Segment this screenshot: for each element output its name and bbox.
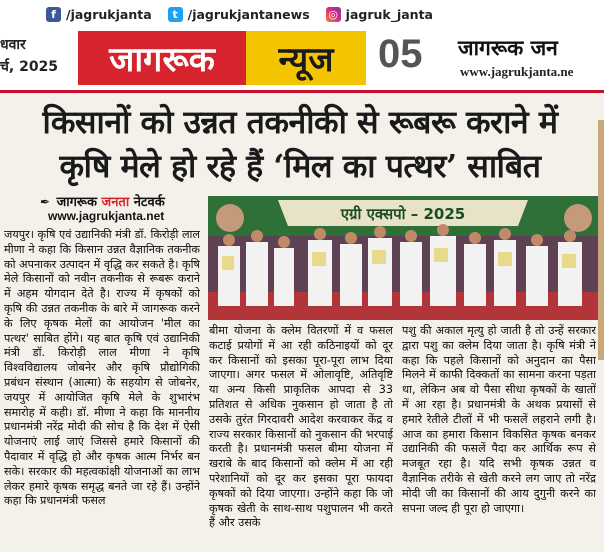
article-column-3: पशु की अकाल मृत्यु हो जाती है तो उन्हें सरकार द्वारा पशु का क्लेम दिया जाता है। कृषि मंत्री ने कहा कि पहले किसानों को अनुदान का पैसा मिलने में काफी दिक्कतों का सामना करना पड़ता था, लेकिन अब वो पैसा सीधा कृषकों के खातों में आ रहा है। प्रधानमंत्री के अथक प्रयासों से हमारे रेतीले टीलों में भी फसलें लहराने लगी है। आज का हमारा किसान विकसित कृषक बनकर उद्यानिकी की फसलें पैदा कर आर्थिक रूप से मजबूत रहा है। यदि सभी कृषक उन्नत व वैज्ञानिक तरीके से खेती करने लग जाए तो नरेंद्र मोदी जी का किसानों की आय दुगुनी करने का सपना जल्द ही पूरा हो जाएगा। xyxy=(402,324,596,515)
masthead-url[interactable]: www.jagrukjanta.ne xyxy=(460,64,574,79)
masthead-title: जागरूक जन xyxy=(458,36,558,60)
issue-date-text: र्च, 2025 xyxy=(0,59,59,75)
pen-icon: ✒ xyxy=(40,195,51,209)
adjacent-page-edge xyxy=(598,120,604,360)
instagram-handle[interactable] xyxy=(326,7,433,22)
twitter-handle-text: /jagrukjantanews xyxy=(187,6,310,22)
logo-jagruk: जागरूक xyxy=(78,31,246,85)
byline-highlight: जनता xyxy=(101,195,130,210)
page-number: 05 xyxy=(378,32,423,76)
headline-line-2: कृषि मेले हो रहे हैं ‘मिल का पत्थर’ साबित xyxy=(59,147,541,185)
headline-line-1: किसानों को उन्नत तकनीकी से रूबरू कराने में xyxy=(42,103,558,141)
instagram-icon: ◎ xyxy=(326,7,341,22)
issue-date xyxy=(0,34,76,78)
event-banner-text: एग्री एक्सपो – 2025 xyxy=(340,205,466,223)
article-column-1: जयपुर। कृषि एवं उद्यानिकी मंत्री डॉ. किरोड़ी लाल मीणा ने कहा कि किसान उन्नत वैज्ञानिक तकनीक को अपनाकर उत्पादन में वृद्धि कर सकते है। कृषि मेले किसानों को नवीन तकनीक से रूबरू कराने में अहम योगदान देते है। राज्य में कृषकों को कृषि की उन्नत तकनीक के बारे में जागरूक करने के लिए कृषक मेलों का आयोजन 'मील का पत्थर' साबित होंगे। यह बात कृषि एवं उद्यानिकी मंत्री डॉ. किरोड़ी लाल मीणा ने कृषि विश्वविद्यालय जोबनेर और कृषि प्रौद्योगिकी प्रबंधन संस्थान (आत्मा) के सहयोग से जोबनेर, जयपुर में आयोजित कृषि मेले के शुभारंभ समारोह में कही। डॉ. मीणा ने कहा कि माननीय प्रधानमंत्री नरेंद्र मोदी की सोच है कि देश में ऐसी योजनाएं लाई जाएं जिससे हमारे किसानों की पैदावार में वृद्धि हो और कृषक आत्म निर्भर बन सके। सरकार की महत्वकांक्षी योजनाओं का लाभ लेकर हमारे कृषक समृद्ध बनते जा रहे हैं। उन्होंने कहा कि प्रधानमंत्री फसल xyxy=(4,228,200,508)
byline-suffix: नेटवर्क xyxy=(133,195,165,210)
byline-prefix: जागरूक xyxy=(56,195,98,210)
event-photo xyxy=(208,196,598,320)
issue-day: धवार xyxy=(0,37,26,53)
social-bar xyxy=(0,0,604,29)
facebook-icon: f xyxy=(46,7,61,22)
byline xyxy=(40,192,165,210)
event-photo-illustration xyxy=(208,196,598,320)
logo-news: न्यूज xyxy=(246,31,366,85)
byline-url[interactable]: www.jagrukjanta.net xyxy=(48,209,165,223)
article-column-2: बीमा योजना के क्लेम वितरणों में व फसल कटाई प्रयोगों में आ रही कठिनाइयों को दूर कर किसानों को इसका पूरा-पूरा लाभ दिया जाएगा। अगर फसल में ओलावृष्टि, अतिवृष्टि या अन्य किसी प्राकृतिक आपदा से 33 प्रतिशत से अधिक नुकसान हो जाता है तो उसके तुरंत गिरदावरी आदेश करवाकर केंद्र व राज्य सरकार किसानों को नुकसान की भरपाई करती है। प्रधानमंत्री फसल बीमा योजना में खराबे के बाद किसानों को क्लेम में आ रही परेशानियों को दूर कर इसका पूरा फायदा कृषकों को दिया जाएगा। उन्होंने कहा कि जो कृषक खेती के साथ-साथ पशुपालन भी करते हैं और उसके xyxy=(209,324,393,530)
instagram-handle-text: jagruk_janta xyxy=(345,6,433,22)
twitter-handle[interactable] xyxy=(168,7,310,22)
facebook-handle[interactable] xyxy=(16,7,152,22)
facebook-handle-text: /jagrukjanta xyxy=(66,6,152,22)
twitter-icon: t xyxy=(168,7,183,22)
headline xyxy=(0,100,600,188)
masthead xyxy=(0,28,604,93)
